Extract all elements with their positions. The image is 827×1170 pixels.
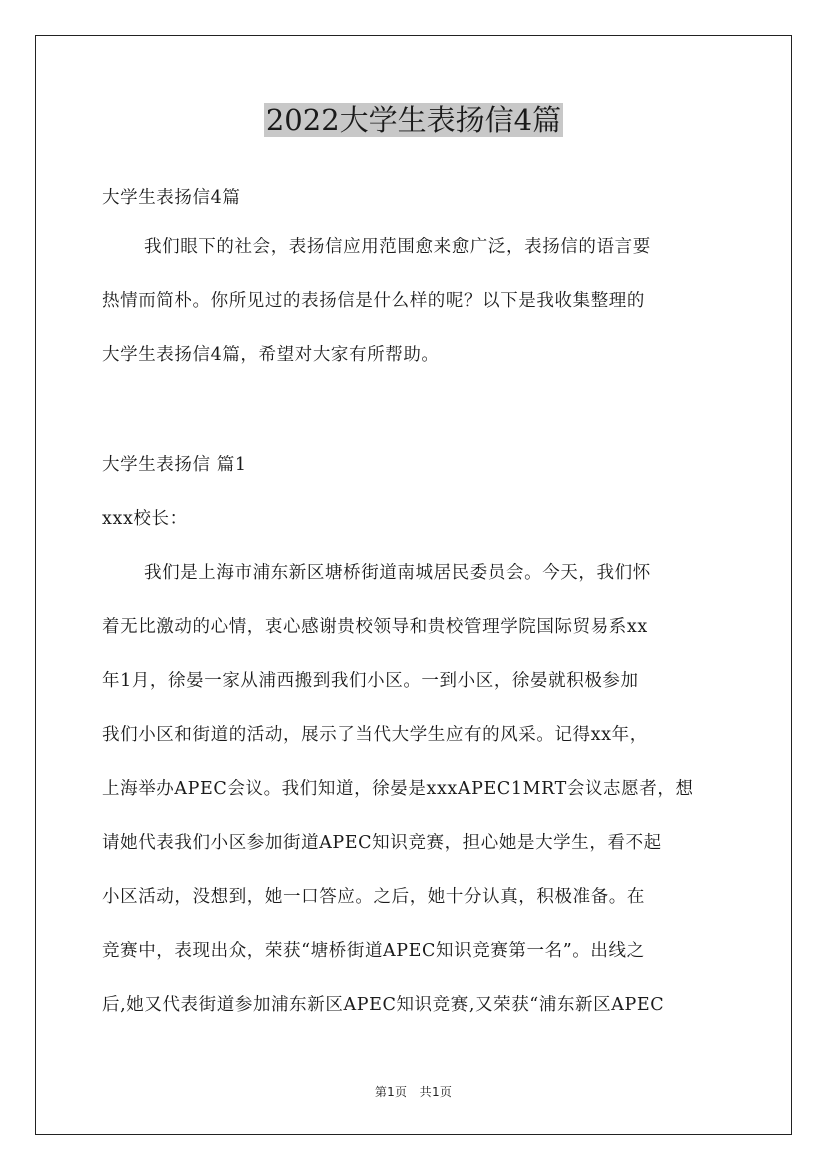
paragraph-line: 年1月，徐晏一家从浦西搬到我们小区。一到小区，徐晏就积极参加 <box>102 671 639 691</box>
paragraph-line: 小区活动，没想到，她一口答应。之后，她十分认真，积极准备。在 <box>102 887 645 907</box>
document-title <box>0 100 827 140</box>
paragraph-line: 我们眼下的社会，表扬信应用范围愈来愈广泛，表扬信的语言要 <box>144 237 651 257</box>
section-heading: 大学生表扬信 篇1 <box>102 455 247 475</box>
paragraph-line: 请她代表我们小区参加街道APEC知识竞赛，担心她是大学生，看不起 <box>102 833 662 853</box>
letter-salutation: xxx校长： <box>102 509 188 529</box>
document-subtitle: 大学生表扬信4篇 <box>102 188 241 208</box>
title-text: 2022大学生表扬信4篇 <box>265 103 562 137</box>
intro-paragraph <box>102 220 734 382</box>
paragraph-line: 我们小区和街道的活动，展示了当代大学生应有的风采。记得xx年， <box>102 725 648 745</box>
paragraph-line: 热情而简朴。你所见过的表扬信是什么样的呢？以下是我收集整理的 <box>102 291 645 311</box>
letter-body <box>102 546 734 1032</box>
paragraph-line: 后,她又代表街道参加浦东新区APEC知识竞赛,又荣获“浦东新区APEC <box>102 995 665 1015</box>
paragraph-line: 大学生表扬信4篇，希望对大家有所帮助。 <box>102 345 440 365</box>
paragraph-line: 上海举办APEC会议。我们知道，徐晏是xxxAPEC1MRT会议志愿者，想 <box>102 779 694 799</box>
paragraph-line: 竞赛中，表现出众，荣获“塘桥街道APEC知识竞赛第一名”。出线之 <box>102 941 645 961</box>
paragraph-line: 着无比激动的心情，衷心感谢贵校领导和贵校管理学院国际贸易系xx <box>102 617 648 637</box>
paragraph-line: 我们是上海市浦东新区塘桥街道南城居民委员会。今天，我们怀 <box>144 563 651 583</box>
page-number-footer: 第1页 共1页 <box>374 1085 453 1099</box>
